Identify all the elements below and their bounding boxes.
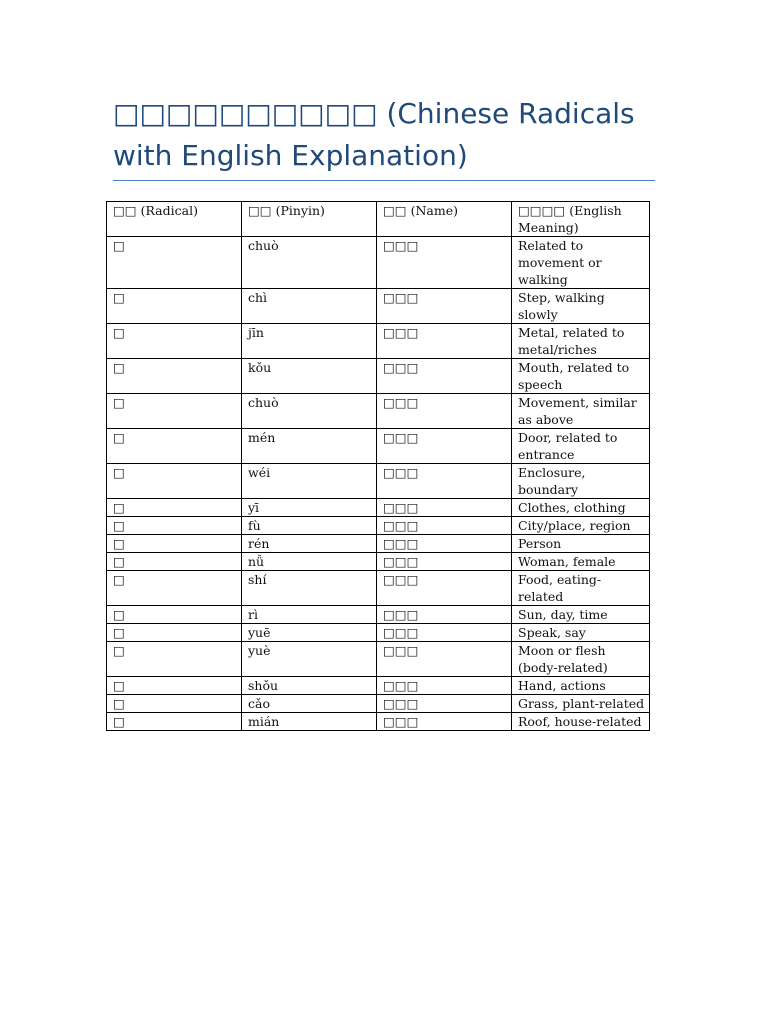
table-row [107, 624, 650, 642]
table-row [107, 289, 650, 324]
cell-radical: □ [107, 324, 242, 359]
cell-name: □□□ [377, 695, 512, 713]
cell-meaning: Roof, house-related [512, 713, 650, 731]
cell-radical: □ [107, 624, 242, 642]
cell-name: □□□ [377, 677, 512, 695]
cell-pinyin: wéi [242, 464, 377, 499]
header-pinyin: □□ (Pinyin) [242, 202, 377, 237]
cell-name: □□□ [377, 535, 512, 553]
cell-meaning: Metal, related to metal/riches [512, 324, 650, 359]
table-row [107, 237, 650, 289]
cell-name: □□□ [377, 642, 512, 677]
cell-radical: □ [107, 713, 242, 731]
cell-radical: □ [107, 677, 242, 695]
cell-name: □□□ [377, 624, 512, 642]
table-row [107, 713, 650, 731]
cell-pinyin: rì [242, 606, 377, 624]
cell-pinyin: mián [242, 713, 377, 731]
cell-pinyin: fù [242, 517, 377, 535]
cell-name: □□□ [377, 571, 512, 606]
cell-pinyin: rén [242, 535, 377, 553]
cell-meaning: Woman, female [512, 553, 650, 571]
cell-meaning: Speak, say [512, 624, 650, 642]
cell-name: □□□ [377, 606, 512, 624]
header-name: □□ (Name) [377, 202, 512, 237]
header-english-meaning: □□□□ (English Meaning) [512, 202, 650, 237]
cell-name: □□□ [377, 237, 512, 289]
cell-pinyin: shí [242, 571, 377, 606]
cell-name: □□□ [377, 713, 512, 731]
table-row [107, 553, 650, 571]
cell-pinyin: kǒu [242, 359, 377, 394]
table-row [107, 359, 650, 394]
cell-radical: □ [107, 535, 242, 553]
cell-name: □□□ [377, 517, 512, 535]
cell-name: □□□ [377, 359, 512, 394]
cell-radical: □ [107, 429, 242, 464]
table-row [107, 517, 650, 535]
cell-pinyin: chì [242, 289, 377, 324]
cell-pinyin: mén [242, 429, 377, 464]
cell-radical: □ [107, 606, 242, 624]
cell-pinyin: cǎo [242, 695, 377, 713]
table-row [107, 695, 650, 713]
cell-radical: □ [107, 394, 242, 429]
cell-name: □□□ [377, 289, 512, 324]
cell-name: □□□ [377, 553, 512, 571]
cell-pinyin: yuè [242, 642, 377, 677]
cell-name: □□□ [377, 499, 512, 517]
cell-radical: □ [107, 359, 242, 394]
table-row [107, 499, 650, 517]
cell-meaning: Hand, actions [512, 677, 650, 695]
cell-meaning: Enclosure, boundary [512, 464, 650, 499]
table-row [107, 677, 650, 695]
cell-meaning: Moon or flesh (body-related) [512, 642, 650, 677]
cell-radical: □ [107, 237, 242, 289]
cell-radical: □ [107, 553, 242, 571]
cell-name: □□□ [377, 429, 512, 464]
table-row [107, 642, 650, 677]
cell-meaning: Grass, plant-related [512, 695, 650, 713]
cell-radical: □ [107, 642, 242, 677]
table-row [107, 429, 650, 464]
cell-radical: □ [107, 571, 242, 606]
cell-radical: □ [107, 695, 242, 713]
table-row [107, 606, 650, 624]
cell-meaning: Step, walking slowly [512, 289, 650, 324]
cell-meaning: Sun, day, time [512, 606, 650, 624]
title-underline-rule [113, 180, 655, 181]
cell-meaning: Movement, similar as above [512, 394, 650, 429]
cell-meaning: Door, related to entrance [512, 429, 650, 464]
header-radical: □□ (Radical) [107, 202, 242, 237]
cell-radical: □ [107, 464, 242, 499]
cell-radical: □ [107, 499, 242, 517]
cell-meaning: City/place, region [512, 517, 650, 535]
table-row [107, 464, 650, 499]
table-row [107, 324, 650, 359]
cell-meaning: Person [512, 535, 650, 553]
cell-radical: □ [107, 289, 242, 324]
cell-meaning: Mouth, related to speech [512, 359, 650, 394]
cell-pinyin: chuò [242, 237, 377, 289]
cell-pinyin: yuē [242, 624, 377, 642]
cell-meaning: Related to movement or walking [512, 237, 650, 289]
document-title: □□□□□□□□□□ (Chinese Radicals with English Explanation) [113, 97, 635, 172]
cell-pinyin: nǚ [242, 553, 377, 571]
cell-name: □□□ [377, 394, 512, 429]
radicals-table [106, 201, 650, 731]
cell-pinyin: yī [242, 499, 377, 517]
table-header-row [107, 202, 650, 237]
table-row [107, 571, 650, 606]
cell-pinyin: jīn [242, 324, 377, 359]
cell-name: □□□ [377, 324, 512, 359]
cell-radical: □ [107, 517, 242, 535]
cell-pinyin: shǒu [242, 677, 377, 695]
cell-meaning: Food, eating-related [512, 571, 650, 606]
table-row [107, 535, 650, 553]
cell-name: □□□ [377, 464, 512, 499]
cell-pinyin: chuò [242, 394, 377, 429]
table-row [107, 394, 650, 429]
cell-meaning: Clothes, clothing [512, 499, 650, 517]
